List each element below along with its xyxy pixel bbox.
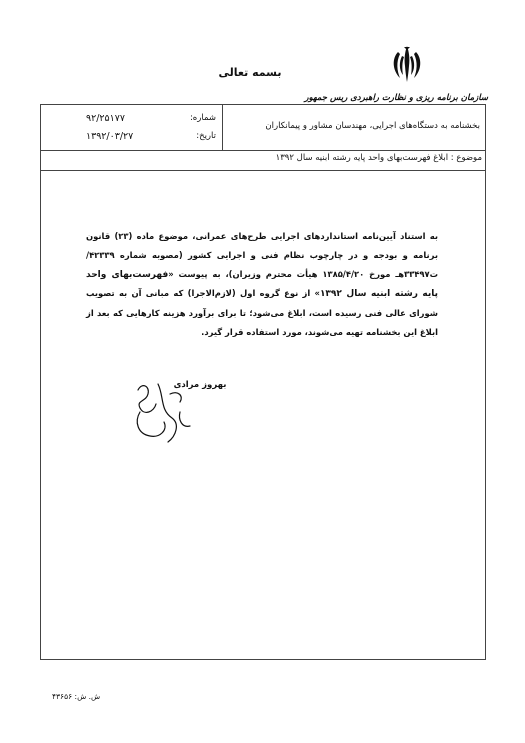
- date-value: ۱۳۹۲/۰۳/۲۷: [86, 131, 134, 142]
- letter-body-part-1: به استناد آیین‌نامه استانداردهای اجرایی طرح‌های عمرانی، موضوع ماده (۲۳) قانون برنامه و بودجه و در چارچوب نظام فنی و اجرایی کشور (مصوبه شماره ۴۲۳۳۹/ت۳۳۴۹۷هـ مورخ ۱۳۸۵/۴/۲۰ هیأت محترم وزیران)، به پیوست «: [86, 231, 439, 279]
- document-frame: [40, 104, 486, 660]
- header-divider-2: [40, 170, 486, 171]
- letter-body-emphasis: فهرست‌بهای واحد پایه رشته ابنیه سال ۱۳۹۲: [86, 269, 438, 300]
- iran-emblem-icon: [388, 44, 426, 84]
- letter-body: [86, 227, 438, 342]
- date-label: تاریخ:: [196, 131, 216, 141]
- footer-code: ش. ش: ۴۳۶۵۶: [52, 692, 101, 701]
- subject-line: موضوع : ابلاغ فهرست‌بهای واحد پایه رشته ابنیه سال ۱۳۹۲: [275, 153, 482, 163]
- handwritten-signature: [120, 372, 250, 452]
- organization-name: سازمان برنامه ریزی و نظارت راهبردی ریس جمهور: [304, 93, 488, 103]
- letter-body-part-2: » از نوع گروه اول (لازم‌الاجرا) که مبانی آن به تصویب شورای عالی فنی رسیده است، ابلاغ می‌شود؛ تا برای برآورد هزینه کارهایی که بعد از ابلاغ این بخشنامه تهیه می‌شوند، مورد استفاده قرار گیرد.: [86, 288, 438, 337]
- header-divider-vertical: [222, 104, 223, 150]
- header-divider-1: [40, 150, 486, 151]
- bismillah-heading: بسمه تعالی: [218, 66, 282, 79]
- signer-name: بهروز مرادی: [173, 380, 227, 390]
- number-label: شماره:: [189, 113, 216, 123]
- number-value: ۹۲/۲۵۱۷۷: [86, 113, 125, 124]
- addressee-line: بخشنامه به دستگاه‌های اجرایی، مهندسان مشاور و پیمانکاران: [265, 121, 480, 131]
